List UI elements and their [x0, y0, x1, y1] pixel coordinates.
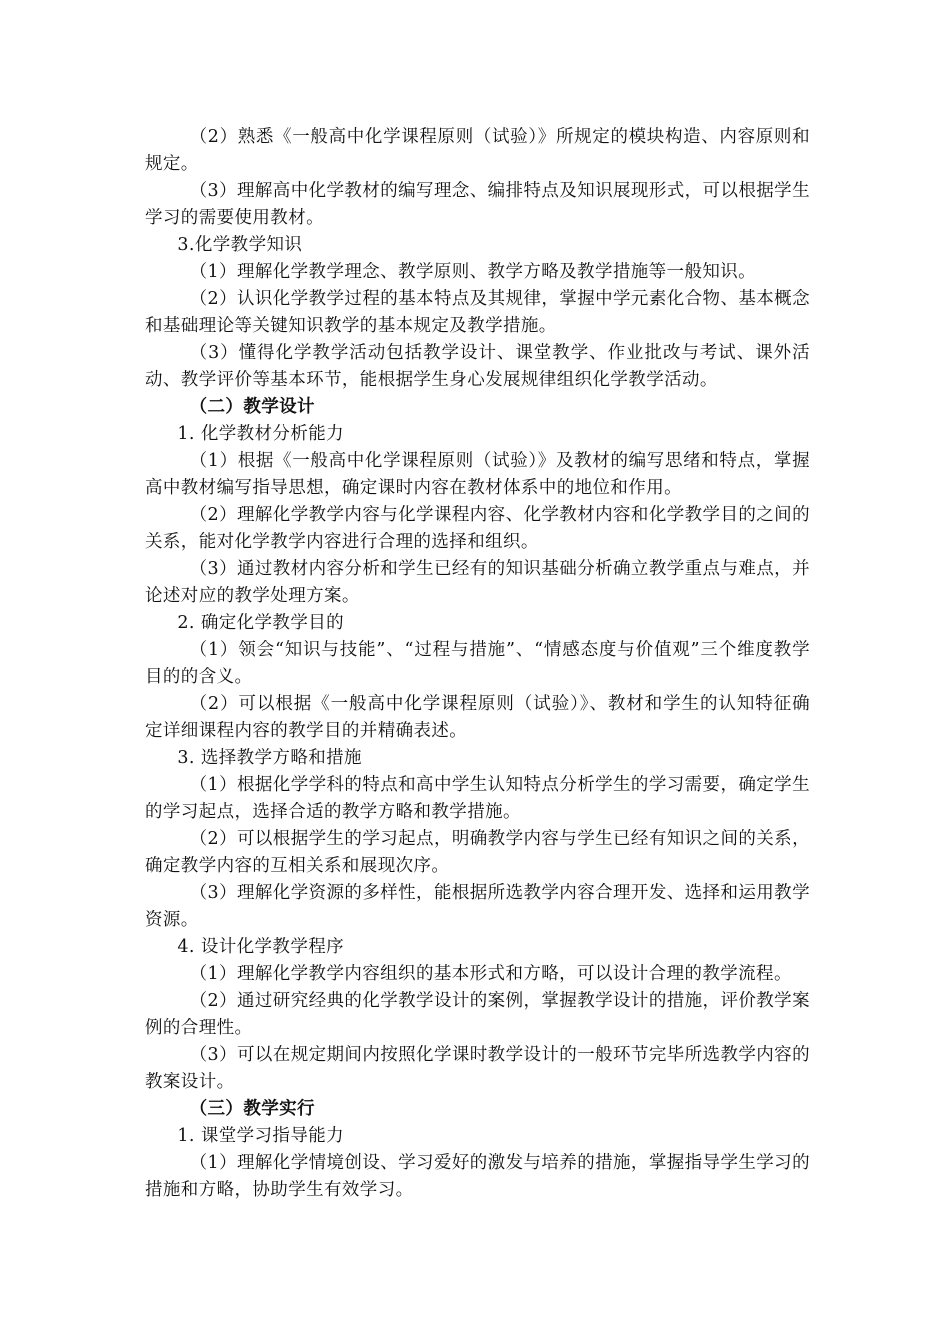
chapter-heading: （二）教学设计: [189, 397, 315, 417]
paragraph-item: （2）可以根据《一般高中化学课程原则（试验）》、教材和学生的认知特征确定详细课程内容的教学目的并精确表述。: [145, 694, 810, 741]
paragraph-item: （2）理解化学教学内容与化学课程内容、化学教材内容和化学教学目的之间的关系，能对化学教学内容进行合理的选择和组织。: [145, 505, 810, 552]
section-number-heading: 1. 课堂学习指导能力: [177, 1126, 345, 1146]
section-number-heading: 2. 确定化学教学目的: [177, 613, 345, 633]
paragraph-item: （1）理解化学教学理念、教学原则、教学方略及教学措施等一般知识。: [189, 262, 757, 282]
chapter-heading: （三）教学实行: [189, 1099, 315, 1119]
paragraph-item: （1）理解化学情境创设、学习爱好的激发与培养的措施，掌握指导学生学习的措施和方略，协助学生有效学习。: [145, 1153, 810, 1200]
paragraph-item: （1）根据化学学科的特点和高中学生认知特点分析学生的学习需要，确定学生的学习起点，选择合适的教学方略和教学措施。: [145, 775, 810, 822]
paragraph-item: （2）可以根据学生的学习起点，明确教学内容与学生已经有知识之间的关系，确定教学内容的互相关系和展现次序。: [145, 829, 810, 876]
paragraph-item: （3）理解化学资源的多样性，能根据所选教学内容合理开发、选择和运用教学资源。: [145, 883, 810, 930]
paragraph-item: （3）通过教材内容分析和学生已经有的知识基础分析确立教学重点与难点，并论述对应的教学处理方案。: [145, 559, 810, 606]
section-number-heading: 3. 选择教学方略和措施: [177, 748, 362, 768]
paragraph-item: （2）熟悉《一般高中化学课程原则（试验）》所规定的模块构造、内容原则和规定。: [145, 127, 810, 174]
document-body: [0, 124, 950, 1204]
paragraph-item: （2）通过研究经典的化学教学设计的案例，掌握教学设计的措施，评价教学案例的合理性。: [145, 991, 810, 1038]
paragraph-item: （1）根据《一般高中化学课程原则（试验）》及教材的编写思绪和特点，掌握高中教材编写指导思想，确定课时内容在教材体系中的地位和作用。: [145, 451, 810, 498]
paragraph-item: （1）领会“知识与技能”、“过程与措施”、“情感态度与价值观”三个维度教学目的的含义。: [145, 640, 810, 687]
section-number-heading: 1. 化学教材分析能力: [177, 424, 345, 444]
paragraph-item: （3）懂得化学教学活动包括教学设计、课堂教学、作业批改与考试、课外活动、教学评价等基本环节，能根据学生身心发展规律组织化学教学活动。: [145, 343, 810, 390]
section-number-heading: 3.化学教学知识: [177, 235, 303, 255]
section-number-heading: 4. 设计化学教学程序: [177, 937, 345, 957]
paragraph-item: （2）认识化学教学过程的基本特点及其规律，掌握中学元素化合物、基本概念和基础理论等关键知识教学的基本规定及教学措施。: [145, 289, 810, 336]
paragraph-item: （3）理解高中化学教材的编写理念、编排特点及知识展现形式，可以根据学生学习的需要使用教材。: [145, 181, 810, 228]
paragraph-item: （1）理解化学教学内容组织的基本形式和方略，可以设计合理的教学流程。: [189, 964, 792, 984]
paragraph-item: （3）可以在规定期间内按照化学课时教学设计的一般环节完毕所选教学内容的教案设计。: [145, 1045, 810, 1092]
